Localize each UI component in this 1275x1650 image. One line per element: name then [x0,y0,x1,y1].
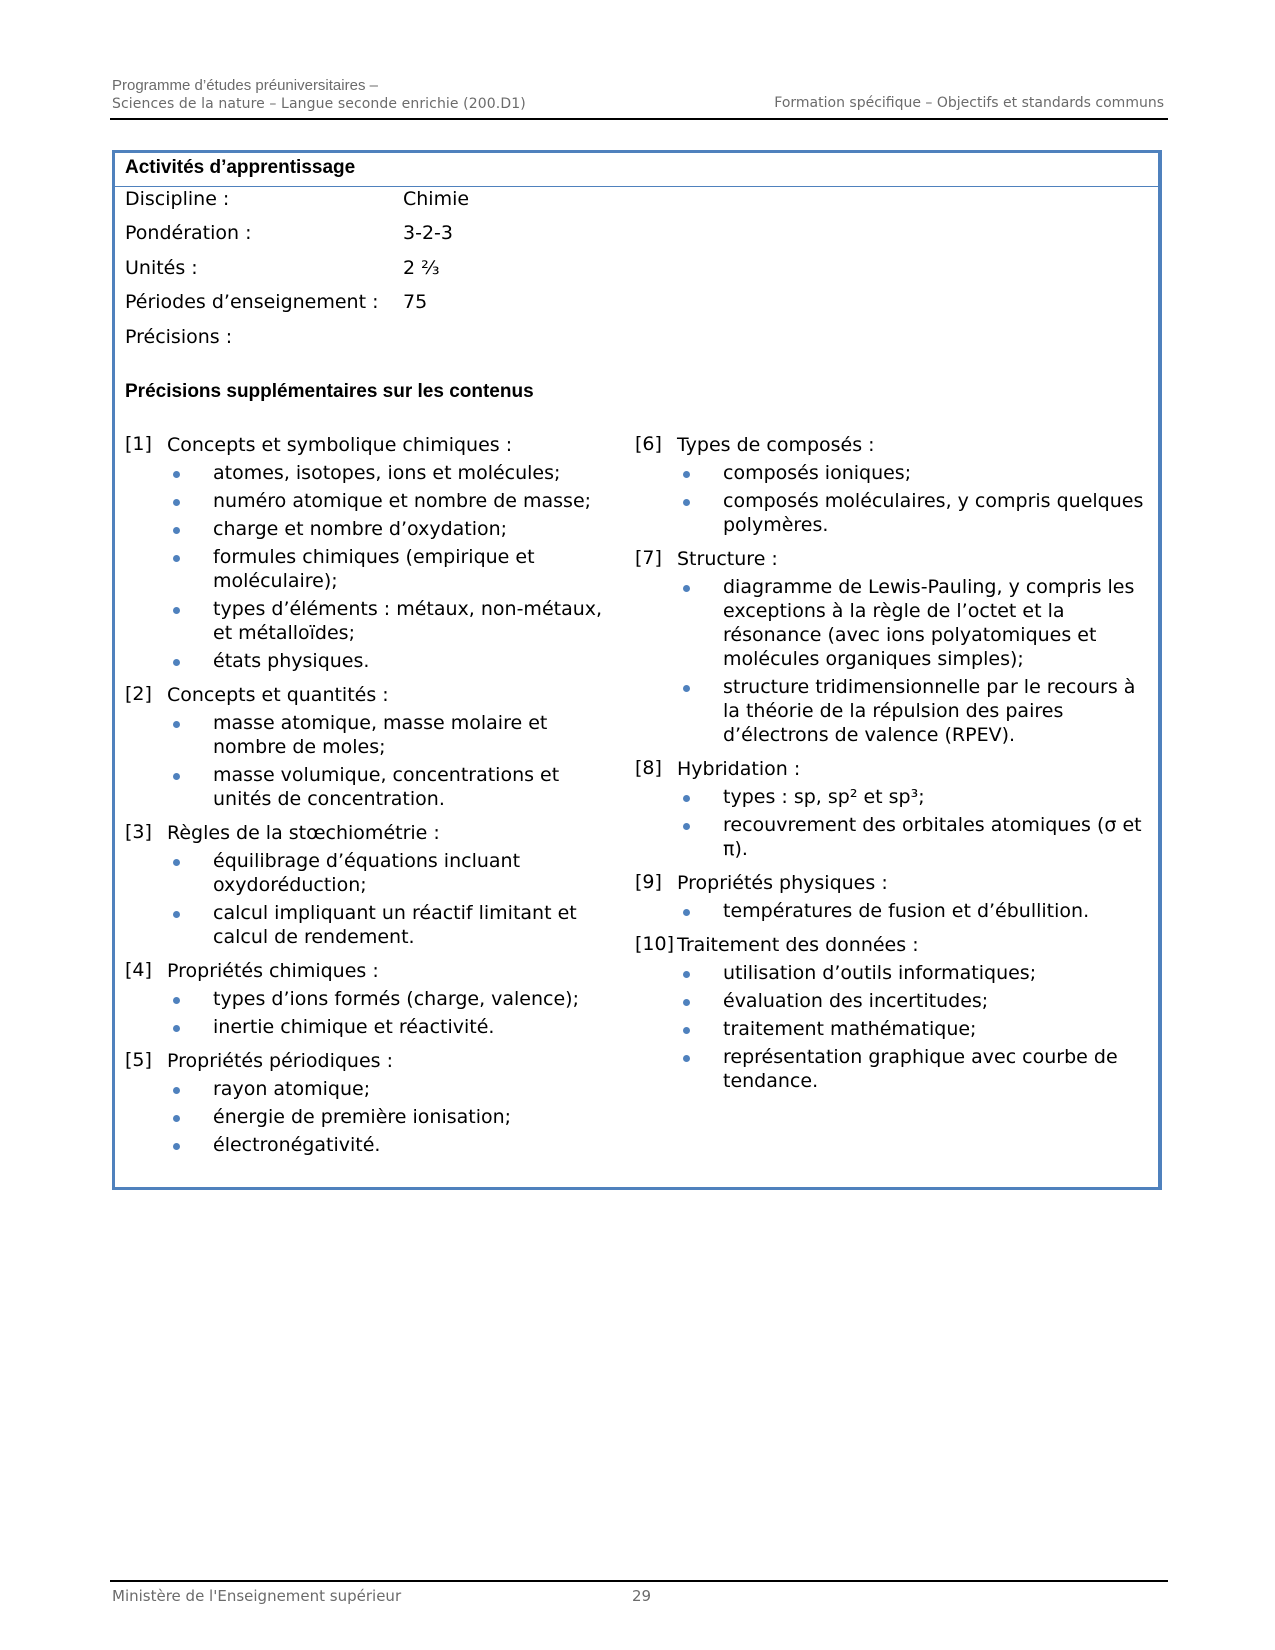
info-label: Périodes d’enseignement : [125,291,379,313]
list-item: températures de fusion et d’ébullition. [635,899,1145,923]
bullet-icon [173,721,180,728]
info-label: Discipline : [125,188,230,210]
content-item-9 [635,871,1145,923]
left-column [125,433,615,1167]
info-value: 3-2-3 [403,222,453,244]
bullet-icon [683,999,690,1006]
page-number: 29 [632,1587,652,1605]
list-item: inertie chimique et réactivité. [125,1015,615,1039]
bullet-icon [173,527,180,534]
content-item-10 [635,933,1145,1093]
content-item-6 [635,433,1145,537]
info-label: Précisions : [125,326,233,348]
bullet-icon [173,859,180,866]
list-item: atomes, isotopes, ions et molécules; [125,461,615,485]
bullet-icon [173,911,180,918]
info-discipline [125,187,469,211]
bullet-icon [683,795,690,802]
list-item: types d’éléments : métaux, non-métaux, et métalloïdes; [125,597,615,645]
list-item: utilisation d’outils informatiques; [635,961,1145,985]
info-value: Chimie [403,188,470,210]
bullet-icon [173,1143,180,1150]
content-item-3 [125,821,615,949]
bullet-icon [173,555,180,562]
item-number: [10] [635,933,675,955]
list-item: composés ioniques; [635,461,1145,485]
list-item: rayon atomique; [125,1077,615,1101]
content-item-7 [635,547,1145,747]
bullet-icon [173,471,180,478]
bullet-icon [683,471,690,478]
list-item: équilibrage d’équations incluant oxydoréduction; [125,849,615,897]
content-item-1 [125,433,615,673]
item-number: [4] [125,959,152,981]
item-title: Règles de la stœchiométrie : [167,822,440,844]
list-item: numéro atomique et nombre de masse; [125,489,615,513]
section-title: Précisions supplémentaires sur les contenus [125,381,534,402]
bullet-icon [683,823,690,830]
bullet-icon [683,499,690,506]
list-item: masse atomique, masse molaire et nombre de moles; [125,711,615,759]
bullet-icon [173,1115,180,1122]
learning-activities-box [112,150,1162,1190]
header-section: Formation spécifique – Objectifs et standards communs [774,95,1164,111]
bullet-icon [173,1087,180,1094]
right-column [635,433,1145,1103]
list-item: charge et nombre d’oxydation; [125,517,615,541]
list-item: représentation graphique avec courbe de tendance. [635,1045,1145,1093]
content-item-4 [125,959,615,1039]
info-label: Pondération : [125,222,252,244]
item-title: Concepts et quantités : [167,684,389,706]
list-item: évaluation des incertitudes; [635,989,1145,1013]
item-number: [7] [635,547,662,569]
list-item: états physiques. [125,649,615,673]
footer-ministry: Ministère de l'Enseignement supérieur [112,1587,402,1605]
bullet-icon [683,585,690,592]
bullet-icon [173,607,180,614]
bullet-icon [173,773,180,780]
content-item-2 [125,683,615,811]
box-title: Activités d’apprentissage [115,153,1158,187]
info-unites [125,256,440,280]
bullet-icon [173,659,180,666]
list-item: électronégativité. [125,1133,615,1157]
info-label: Unités : [125,257,198,279]
item-number: [9] [635,871,662,893]
info-ponderation [125,221,453,245]
item-number: [8] [635,757,662,779]
list-item: recouvrement des orbitales atomiques (σ et π). [635,813,1145,861]
page-header [110,74,1168,120]
list-item: types d’ions formés (charge, valence); [125,987,615,1011]
item-number: [1] [125,433,152,455]
item-title: Propriétés périodiques : [167,1050,393,1072]
list-item: traitement mathématique; [635,1017,1145,1041]
content-item-8 [635,757,1145,861]
list-item: structure tridimensionnelle par le recours à la théorie de la répulsion des paires d’électrons de valence (RPEV). [635,675,1145,747]
item-number: [5] [125,1049,152,1071]
info-value: 2 ⅔ [403,257,440,279]
info-value: 75 [403,291,428,313]
list-item: calcul impliquant un réactif limitant et calcul de rendement. [125,901,615,949]
bullet-icon [683,1055,690,1062]
bullet-icon [173,1025,180,1032]
bullet-icon [173,499,180,506]
item-title: Concepts et symbolique chimiques : [167,434,513,456]
item-title: Propriétés physiques : [677,872,888,894]
list-item: composés moléculaires, y compris quelques polymères. [635,489,1145,537]
item-number: [6] [635,433,662,455]
item-number: [3] [125,821,152,843]
content-item-5 [125,1049,615,1157]
bullet-icon [683,971,690,978]
page-footer [110,1580,1168,1605]
item-title: Hybridation : [677,758,801,780]
bullet-icon [683,1027,690,1034]
list-item: formules chimiques (empirique et moléculaire); [125,545,615,593]
info-precisions [125,325,403,349]
item-number: [2] [125,683,152,705]
item-title: Propriétés chimiques : [167,960,379,982]
header-line-1: Programme d’études préuniversitaires – [112,77,378,94]
info-periodes [125,290,427,314]
header-line-2: Sciences de la nature – Langue seconde enrichie (200.D1) [112,96,526,112]
item-title: Types de composés : [677,434,875,456]
bullet-icon [683,685,690,692]
list-item: masse volumique, concentrations et unités de concentration. [125,763,615,811]
item-title: Structure : [677,548,778,570]
item-title: Traitement des données : [677,934,919,956]
list-item: diagramme de Lewis-Pauling, y compris les exceptions à la règle de l’octet et la résonance (avec ions polyatomiques et molécules organiques simples); [635,575,1145,671]
bullet-icon [173,997,180,1004]
bullet-icon [683,909,690,916]
list-item: énergie de première ionisation; [125,1105,615,1129]
header-program [112,76,526,114]
list-item: types : sp, sp² et sp³; [635,785,1145,809]
